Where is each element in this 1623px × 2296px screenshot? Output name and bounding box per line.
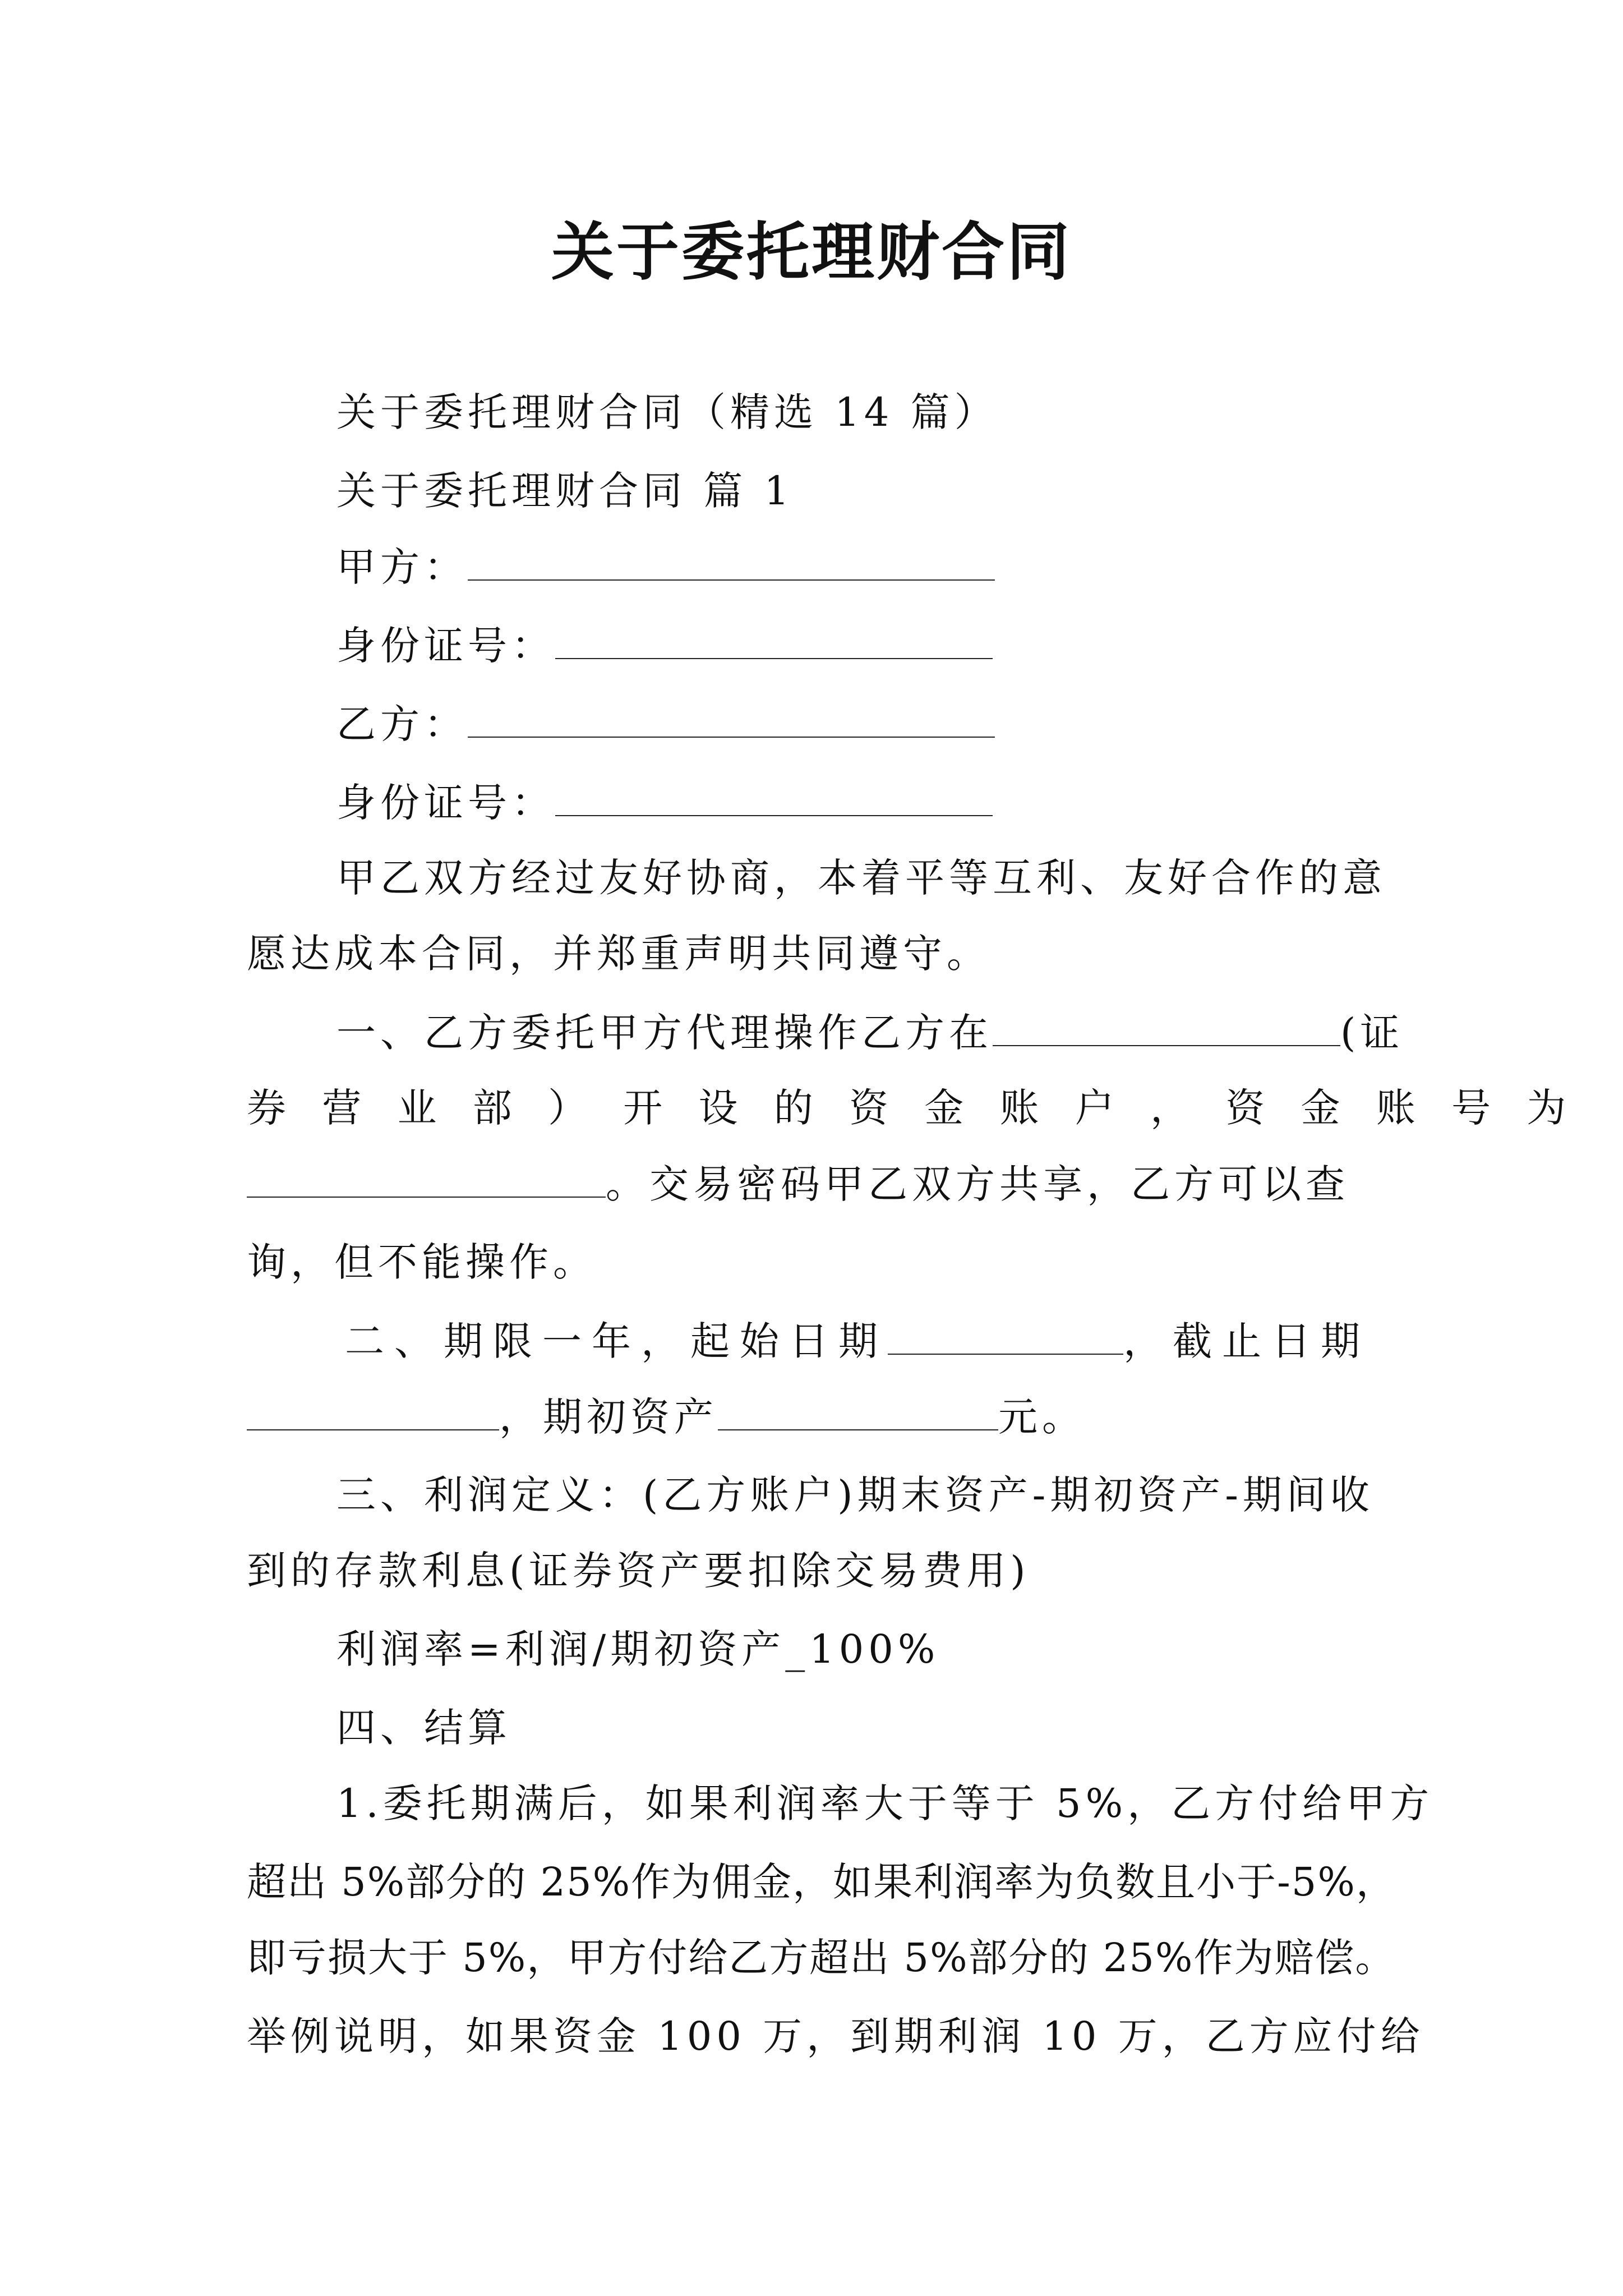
paragraph-2-line-1-end: (证 bbox=[1340, 1010, 1404, 1056]
party-a-line bbox=[336, 544, 995, 590]
term-text: 二、期限一年，起始日期 bbox=[345, 1318, 888, 1364]
id-no-b-blank[interactable] bbox=[555, 783, 993, 816]
paragraph-7-line-2: 超出 5%部分的 25%作为佣金，如果利润率为负数且小于-5%， bbox=[247, 1859, 1396, 1905]
paragraph-7-line-3: 即亏损大于 5%，甲方付给乙方超出 5%部分的 25%作为赔偿。 bbox=[247, 1935, 1396, 1981]
initial-assets-label: ，期初资产 bbox=[499, 1394, 718, 1440]
securities-branch-blank[interactable] bbox=[993, 1013, 1340, 1046]
section-heading: 关于委托理财合同 篇 1 bbox=[336, 468, 794, 514]
paragraph-1-line-2: 愿达成本合同，并郑重声明共同遵守。 bbox=[247, 931, 990, 977]
end-date-label: ，截止日期 bbox=[1123, 1318, 1370, 1364]
profit-rate-formula: 利润率=利润/期初资产_100% bbox=[336, 1626, 940, 1672]
paragraph-2-line-1-text: 一、乙方委托甲方代理操作乙方在 bbox=[336, 1010, 993, 1056]
paragraph-3-line-2 bbox=[247, 1394, 1086, 1440]
paragraph-2-line-4: 询，但不能操作。 bbox=[247, 1239, 597, 1285]
id-no-b-line bbox=[336, 780, 993, 826]
party-a-blank[interactable] bbox=[468, 547, 995, 581]
paragraph-7-line-1: 1.委托期满后，如果利润率大于等于 5%，乙方付给甲方 bbox=[336, 1780, 1434, 1826]
paragraph-1-line-1: 甲乙双方经过友好协商，本着平等互利、友好合作的意 bbox=[336, 855, 1386, 901]
document-title: 关于委托理财合同 bbox=[551, 215, 1072, 289]
id-no-b-label: 身份证号： bbox=[336, 780, 555, 826]
id-no-a-line bbox=[336, 623, 993, 669]
party-a-label: 甲方： bbox=[336, 544, 468, 590]
paragraph-2-line-3-text: 。交易密码甲乙双方共享，乙方可以查 bbox=[606, 1161, 1349, 1207]
paragraph-2-line-3 bbox=[247, 1161, 1349, 1207]
subtitle: 关于委托理财合同（精选 14 篇） bbox=[336, 389, 998, 435]
paragraph-7-line-4: 举例说明，如果资金 100 万，到期利润 10 万，乙方应付给 bbox=[247, 2013, 1424, 2059]
id-no-a-blank[interactable] bbox=[555, 625, 993, 659]
initial-assets-blank[interactable] bbox=[718, 1397, 998, 1430]
paragraph-2-line-1 bbox=[336, 1010, 1404, 1056]
paragraph-2-line-2: 券 营 业 部 ） 开 设 的 资 金 账 户 ， 资 金 账 号 为 bbox=[247, 1085, 1578, 1131]
fund-account-blank[interactable] bbox=[247, 1164, 606, 1198]
paragraph-4-line-1: 三、利润定义：(乙方账户)期末资产-期初资产-期间收 bbox=[336, 1472, 1374, 1518]
party-b-line bbox=[336, 701, 995, 747]
settlement-heading: 四、结算 bbox=[336, 1705, 511, 1751]
start-date-blank[interactable] bbox=[888, 1321, 1123, 1355]
currency-unit: 元。 bbox=[998, 1394, 1086, 1440]
party-b-blank[interactable] bbox=[468, 704, 995, 738]
party-b-label: 乙方： bbox=[336, 701, 468, 747]
paragraph-4-line-2: 到的存款利息(证券资产要扣除交易费用) bbox=[247, 1548, 1030, 1594]
paragraph-3-line-1 bbox=[345, 1318, 1370, 1364]
id-no-a-label: 身份证号： bbox=[336, 623, 555, 669]
end-date-blank[interactable] bbox=[247, 1397, 499, 1430]
